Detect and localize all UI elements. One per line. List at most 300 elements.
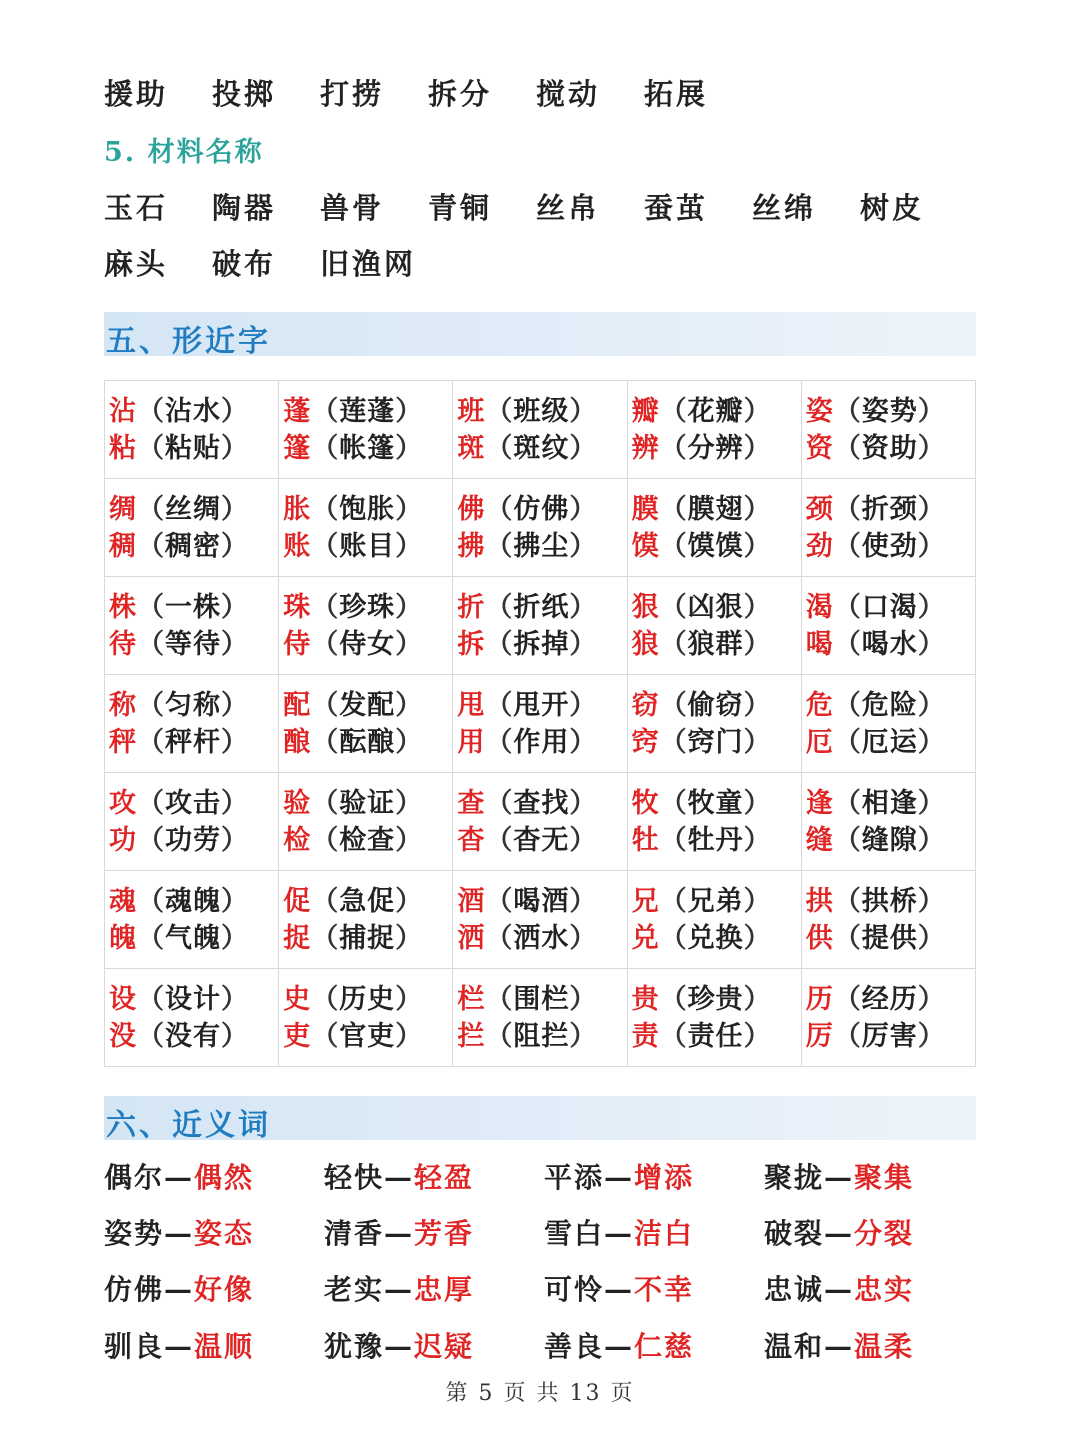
paren-open: （ bbox=[485, 726, 514, 758]
synonym-word: 不幸 bbox=[634, 1273, 695, 1306]
table-row bbox=[105, 969, 976, 1067]
paren-close: ） bbox=[569, 530, 598, 562]
example-word: 等待 bbox=[165, 628, 221, 660]
char-entry bbox=[632, 822, 801, 859]
paren-close: ） bbox=[221, 885, 249, 917]
char-entry bbox=[457, 393, 626, 430]
synonym-row bbox=[104, 1268, 984, 1308]
highlight-char: 蓬 bbox=[283, 395, 312, 427]
char-entry bbox=[806, 491, 975, 528]
synonym-word: 增添 bbox=[634, 1161, 695, 1194]
char-entry bbox=[806, 430, 975, 467]
example-word: 厉害 bbox=[861, 1020, 918, 1052]
highlight-char: 兑 bbox=[631, 922, 660, 954]
word: 破裂 bbox=[764, 1217, 825, 1250]
char-entry bbox=[109, 687, 278, 724]
example-word: 魂魄 bbox=[165, 885, 221, 917]
paren-close: ） bbox=[221, 395, 249, 427]
highlight-char: 拱 bbox=[805, 885, 834, 917]
paren-open: （ bbox=[833, 493, 862, 525]
paren-close: ） bbox=[221, 726, 249, 758]
example-word: 喝水 bbox=[861, 628, 918, 660]
char-entry bbox=[806, 589, 975, 626]
word: 偶尔 bbox=[104, 1161, 165, 1194]
highlight-char: 查 bbox=[457, 787, 486, 819]
paren-close: ） bbox=[569, 628, 598, 660]
example-word: 喝酒 bbox=[513, 885, 570, 917]
highlight-char: 洒 bbox=[457, 922, 486, 954]
paren-open: （ bbox=[137, 983, 165, 1015]
synonym-pair bbox=[324, 1325, 544, 1365]
paren-close: ） bbox=[917, 983, 946, 1015]
word: 驯良 bbox=[104, 1330, 165, 1363]
paren-open: （ bbox=[485, 824, 514, 856]
example-word: 甩开 bbox=[513, 689, 570, 721]
char-entry bbox=[806, 785, 975, 822]
paren-close: ） bbox=[221, 1020, 249, 1052]
paren-open: （ bbox=[833, 885, 862, 917]
table-row bbox=[105, 577, 976, 675]
char-entry bbox=[806, 920, 975, 957]
paren-open: （ bbox=[137, 885, 165, 917]
paren-close: ） bbox=[743, 1020, 772, 1052]
example-word: 杳无 bbox=[513, 824, 570, 856]
char-entry bbox=[109, 1018, 278, 1055]
example-word: 沾水 bbox=[165, 395, 221, 427]
highlight-char: 狠 bbox=[631, 591, 660, 623]
char-entry bbox=[632, 491, 801, 528]
paren-close: ） bbox=[743, 432, 772, 464]
word: 姿势 bbox=[104, 1217, 165, 1250]
char-entry bbox=[806, 626, 975, 663]
paren-open: （ bbox=[137, 824, 165, 856]
example-word: 帐篷 bbox=[339, 432, 396, 464]
paren-open: （ bbox=[137, 689, 165, 721]
paren-open: （ bbox=[311, 432, 340, 464]
highlight-char: 窍 bbox=[631, 726, 660, 758]
dash: — bbox=[604, 1273, 635, 1306]
section-5-band bbox=[104, 312, 976, 359]
paren-open: （ bbox=[311, 591, 340, 623]
highlight-char: 渴 bbox=[805, 591, 834, 623]
char-pair-cell bbox=[801, 479, 975, 577]
char-pair-cell bbox=[105, 479, 279, 577]
example-word: 没有 bbox=[165, 1020, 221, 1052]
highlight-char: 折 bbox=[457, 591, 486, 623]
char-pair-cell bbox=[801, 969, 975, 1067]
char-entry bbox=[283, 1018, 452, 1055]
paren-open: （ bbox=[833, 1020, 862, 1052]
paren-open: （ bbox=[311, 628, 340, 660]
char-entry bbox=[109, 785, 278, 822]
char-pair-cell bbox=[279, 969, 453, 1067]
paren-open: （ bbox=[833, 530, 862, 562]
example-word: 资助 bbox=[861, 432, 918, 464]
paren-close: ） bbox=[569, 432, 598, 464]
paren-open: （ bbox=[137, 726, 165, 758]
word: 聚拢 bbox=[764, 1161, 825, 1194]
char-entry bbox=[457, 589, 626, 626]
highlight-char: 历 bbox=[805, 983, 834, 1015]
highlight-char: 兄 bbox=[631, 885, 660, 917]
char-entry bbox=[457, 883, 626, 920]
example-word: 兑换 bbox=[687, 922, 744, 954]
highlight-char: 班 bbox=[457, 395, 486, 427]
highlight-char: 馍 bbox=[631, 530, 660, 562]
highlight-char: 吏 bbox=[283, 1020, 312, 1052]
paren-open: （ bbox=[833, 432, 862, 464]
example-word: 攻击 bbox=[165, 787, 221, 819]
example-word: 粘贴 bbox=[165, 432, 221, 464]
paren-open: （ bbox=[311, 922, 340, 954]
example-word: 缝隙 bbox=[861, 824, 918, 856]
paren-close: ） bbox=[395, 726, 424, 758]
dash: — bbox=[164, 1161, 195, 1194]
paren-close: ） bbox=[569, 395, 598, 427]
char-entry bbox=[283, 393, 452, 430]
highlight-char: 窃 bbox=[631, 689, 660, 721]
paren-close: ） bbox=[569, 787, 598, 819]
paren-open: （ bbox=[833, 824, 862, 856]
char-entry bbox=[632, 724, 801, 761]
char-pair-cell bbox=[105, 773, 279, 871]
example-word: 厄运 bbox=[861, 726, 918, 758]
highlight-char: 绸 bbox=[109, 493, 137, 525]
char-entry bbox=[283, 528, 452, 565]
char-entry bbox=[283, 724, 452, 761]
highlight-char: 配 bbox=[283, 689, 312, 721]
char-entry bbox=[283, 785, 452, 822]
materials-heading: 5. 材料名称 bbox=[104, 137, 264, 168]
materials-row-1 bbox=[104, 186, 968, 227]
char-pair-cell bbox=[627, 577, 801, 675]
paren-close: ） bbox=[917, 922, 946, 954]
synonym-word: 姿态 bbox=[194, 1217, 255, 1250]
example-word: 珍珠 bbox=[339, 591, 396, 623]
example-word: 牧童 bbox=[687, 787, 744, 819]
highlight-char: 验 bbox=[283, 787, 312, 819]
example-word: 牡丹 bbox=[687, 824, 744, 856]
highlight-char: 粘 bbox=[109, 432, 137, 464]
example-word: 匀称 bbox=[165, 689, 221, 721]
highlight-char: 待 bbox=[109, 628, 137, 660]
highlight-char: 狼 bbox=[631, 628, 660, 660]
example-word: 急促 bbox=[339, 885, 396, 917]
word: 丝绵 bbox=[752, 191, 817, 225]
table-row bbox=[105, 773, 976, 871]
highlight-char: 用 bbox=[457, 726, 486, 758]
paren-open: （ bbox=[311, 824, 340, 856]
word: 打捞 bbox=[320, 77, 385, 111]
paren-close: ） bbox=[395, 787, 424, 819]
paren-close: ） bbox=[395, 824, 424, 856]
paren-close: ） bbox=[743, 591, 772, 623]
char-pair-cell bbox=[453, 675, 627, 773]
example-word: 使劲 bbox=[861, 530, 918, 562]
highlight-char: 佛 bbox=[457, 493, 486, 525]
paren-open: （ bbox=[311, 689, 340, 721]
paren-close: ） bbox=[395, 493, 424, 525]
synonym-pair bbox=[104, 1325, 324, 1365]
highlight-char: 甩 bbox=[457, 689, 486, 721]
char-entry bbox=[457, 430, 626, 467]
paren-close: ） bbox=[743, 395, 772, 427]
paren-close: ） bbox=[743, 726, 772, 758]
char-pair-cell bbox=[801, 675, 975, 773]
example-word: 拱桥 bbox=[861, 885, 918, 917]
example-word: 窍门 bbox=[687, 726, 744, 758]
word: 雪白 bbox=[544, 1217, 605, 1250]
char-entry bbox=[632, 393, 801, 430]
char-entry bbox=[457, 687, 626, 724]
paren-close: ） bbox=[221, 493, 249, 525]
char-entry bbox=[457, 1018, 626, 1055]
paren-open: （ bbox=[137, 922, 165, 954]
paren-close: ） bbox=[743, 922, 772, 954]
page-footer: 第 5 页 共 13 页 bbox=[445, 1381, 635, 1406]
word: 拆分 bbox=[428, 77, 493, 111]
char-entry bbox=[457, 981, 626, 1018]
paren-open: （ bbox=[311, 726, 340, 758]
synonym-word: 分裂 bbox=[854, 1217, 915, 1250]
highlight-char: 牧 bbox=[631, 787, 660, 819]
section-6-band bbox=[104, 1096, 976, 1143]
paren-close: ） bbox=[917, 726, 946, 758]
highlight-char: 厄 bbox=[805, 726, 834, 758]
word: 破布 bbox=[212, 247, 277, 281]
highlight-char: 没 bbox=[109, 1020, 137, 1052]
word: 温和 bbox=[764, 1330, 825, 1363]
example-word: 莲蓬 bbox=[339, 395, 396, 427]
synonym-word: 温顺 bbox=[194, 1330, 255, 1363]
example-word: 花瓣 bbox=[687, 395, 744, 427]
dash: — bbox=[164, 1273, 195, 1306]
char-pair-cell bbox=[453, 969, 627, 1067]
dash: — bbox=[604, 1330, 635, 1363]
paren-open: （ bbox=[659, 922, 688, 954]
word: 平添 bbox=[544, 1161, 605, 1194]
char-entry bbox=[632, 528, 801, 565]
word: 轻快 bbox=[324, 1161, 385, 1194]
synonym-row bbox=[104, 1156, 984, 1196]
synonym-word: 聚集 bbox=[854, 1161, 915, 1194]
synonym-pair bbox=[764, 1212, 984, 1252]
char-entry bbox=[109, 724, 278, 761]
char-pair-cell bbox=[801, 577, 975, 675]
word: 陶器 bbox=[212, 191, 277, 225]
paren-close: ） bbox=[221, 689, 249, 721]
paren-open: （ bbox=[659, 824, 688, 856]
dash: — bbox=[604, 1161, 635, 1194]
section-5-title: 五、形近字 bbox=[106, 324, 271, 359]
example-word: 经历 bbox=[861, 983, 918, 1015]
paren-close: ） bbox=[917, 530, 946, 562]
example-word: 班级 bbox=[513, 395, 570, 427]
highlight-char: 厉 bbox=[805, 1020, 834, 1052]
highlight-char: 账 bbox=[283, 530, 312, 562]
paren-close: ） bbox=[743, 824, 772, 856]
paren-close: ） bbox=[743, 983, 772, 1015]
highlight-char: 功 bbox=[109, 824, 137, 856]
highlight-char: 杳 bbox=[457, 824, 486, 856]
example-word: 饱胀 bbox=[339, 493, 396, 525]
paren-open: （ bbox=[659, 689, 688, 721]
example-word: 分辨 bbox=[687, 432, 744, 464]
similar-characters-table bbox=[104, 380, 976, 1067]
char-pair-cell bbox=[453, 577, 627, 675]
example-word: 检查 bbox=[339, 824, 396, 856]
paren-open: （ bbox=[833, 628, 862, 660]
char-pair-cell bbox=[627, 479, 801, 577]
char-pair-cell bbox=[453, 479, 627, 577]
char-entry bbox=[632, 589, 801, 626]
example-word: 账目 bbox=[339, 530, 396, 562]
example-word: 发配 bbox=[339, 689, 396, 721]
paren-close: ） bbox=[221, 983, 249, 1015]
table-row bbox=[105, 381, 976, 479]
table-row bbox=[105, 675, 976, 773]
paren-close: ） bbox=[743, 530, 772, 562]
char-pair-cell bbox=[279, 577, 453, 675]
paren-open: （ bbox=[833, 726, 862, 758]
word: 丝帛 bbox=[536, 191, 601, 225]
top-word-row bbox=[104, 72, 752, 113]
example-word: 狼群 bbox=[687, 628, 744, 660]
paren-open: （ bbox=[137, 787, 165, 819]
highlight-char: 拆 bbox=[457, 628, 486, 660]
synonym-row bbox=[104, 1212, 984, 1252]
char-entry bbox=[632, 981, 801, 1018]
synonym-row bbox=[104, 1325, 984, 1365]
paren-close: ） bbox=[395, 1020, 424, 1052]
example-word: 功劳 bbox=[165, 824, 221, 856]
example-word: 拂尘 bbox=[513, 530, 570, 562]
paren-close: ） bbox=[569, 689, 598, 721]
paren-open: （ bbox=[485, 922, 514, 954]
paren-open: （ bbox=[485, 530, 514, 562]
paren-open: （ bbox=[311, 885, 340, 917]
paren-open: （ bbox=[659, 493, 688, 525]
char-pair-cell bbox=[279, 479, 453, 577]
word: 清香 bbox=[324, 1217, 385, 1250]
highlight-char: 酿 bbox=[283, 726, 312, 758]
word: 拓展 bbox=[644, 77, 709, 111]
example-word: 作用 bbox=[513, 726, 570, 758]
word: 援助 bbox=[104, 77, 169, 111]
paren-close: ） bbox=[395, 591, 424, 623]
synonym-word: 洁白 bbox=[634, 1217, 695, 1250]
word: 忠诚 bbox=[764, 1273, 825, 1306]
example-word: 折纸 bbox=[513, 591, 570, 623]
paren-close: ） bbox=[221, 787, 249, 819]
paren-open: （ bbox=[311, 787, 340, 819]
char-pair-cell bbox=[105, 381, 279, 479]
paren-open: （ bbox=[659, 885, 688, 917]
char-entry bbox=[109, 491, 278, 528]
paren-close: ） bbox=[917, 824, 946, 856]
char-entry bbox=[632, 785, 801, 822]
synonym-pair bbox=[544, 1156, 764, 1196]
synonym-word: 忠实 bbox=[854, 1273, 915, 1306]
char-entry bbox=[457, 724, 626, 761]
synonym-pair bbox=[104, 1268, 324, 1308]
char-entry bbox=[806, 393, 975, 430]
highlight-char: 缝 bbox=[805, 824, 834, 856]
char-entry bbox=[632, 920, 801, 957]
example-word: 验证 bbox=[339, 787, 396, 819]
dash: — bbox=[384, 1330, 415, 1363]
char-pair-cell bbox=[105, 577, 279, 675]
char-entry bbox=[283, 626, 452, 663]
paren-close: ） bbox=[221, 628, 249, 660]
paren-open: （ bbox=[485, 395, 514, 427]
paren-open: （ bbox=[485, 983, 514, 1015]
paren-open: （ bbox=[833, 983, 862, 1015]
dash: — bbox=[824, 1273, 855, 1306]
char-entry bbox=[283, 687, 452, 724]
paren-open: （ bbox=[659, 726, 688, 758]
highlight-char: 株 bbox=[109, 591, 137, 623]
materials-row-2 bbox=[104, 242, 428, 283]
highlight-char: 拦 bbox=[457, 1020, 486, 1052]
paren-open: （ bbox=[659, 1020, 688, 1052]
word: 树皮 bbox=[860, 191, 925, 225]
dash: — bbox=[384, 1217, 415, 1250]
char-entry bbox=[109, 589, 278, 626]
highlight-char: 颈 bbox=[805, 493, 834, 525]
highlight-char: 拂 bbox=[457, 530, 486, 562]
char-entry bbox=[283, 981, 452, 1018]
paren-close: ） bbox=[221, 591, 249, 623]
paren-close: ） bbox=[743, 628, 772, 660]
paren-open: （ bbox=[137, 432, 165, 464]
paren-open: （ bbox=[485, 689, 514, 721]
paren-open: （ bbox=[659, 628, 688, 660]
synonym-pair bbox=[324, 1268, 544, 1308]
char-entry bbox=[806, 528, 975, 565]
highlight-char: 珠 bbox=[283, 591, 312, 623]
paren-open: （ bbox=[659, 591, 688, 623]
char-pair-cell bbox=[801, 773, 975, 871]
char-pair-cell bbox=[627, 381, 801, 479]
word: 玉石 bbox=[104, 191, 169, 225]
char-entry bbox=[283, 491, 452, 528]
paren-close: ） bbox=[395, 628, 424, 660]
highlight-char: 资 bbox=[805, 432, 834, 464]
paren-close: ） bbox=[569, 1020, 598, 1052]
paren-close: ） bbox=[743, 885, 772, 917]
paren-close: ） bbox=[395, 983, 424, 1015]
highlight-char: 魄 bbox=[109, 922, 137, 954]
paren-close: ） bbox=[917, 591, 946, 623]
example-word: 口渴 bbox=[861, 591, 918, 623]
char-entry bbox=[283, 589, 452, 626]
highlight-char: 危 bbox=[805, 689, 834, 721]
highlight-char: 逢 bbox=[805, 787, 834, 819]
highlight-char: 检 bbox=[283, 824, 312, 856]
paren-close: ） bbox=[569, 922, 598, 954]
example-word: 馍馍 bbox=[687, 530, 744, 562]
char-pair-cell bbox=[279, 381, 453, 479]
paren-close: ） bbox=[221, 824, 249, 856]
example-word: 珍贵 bbox=[687, 983, 744, 1015]
paren-open: （ bbox=[659, 530, 688, 562]
char-entry bbox=[109, 626, 278, 663]
paren-open: （ bbox=[137, 395, 165, 427]
highlight-char: 责 bbox=[631, 1020, 660, 1052]
paren-close: ） bbox=[917, 1020, 946, 1052]
word: 仿佛 bbox=[104, 1273, 165, 1306]
